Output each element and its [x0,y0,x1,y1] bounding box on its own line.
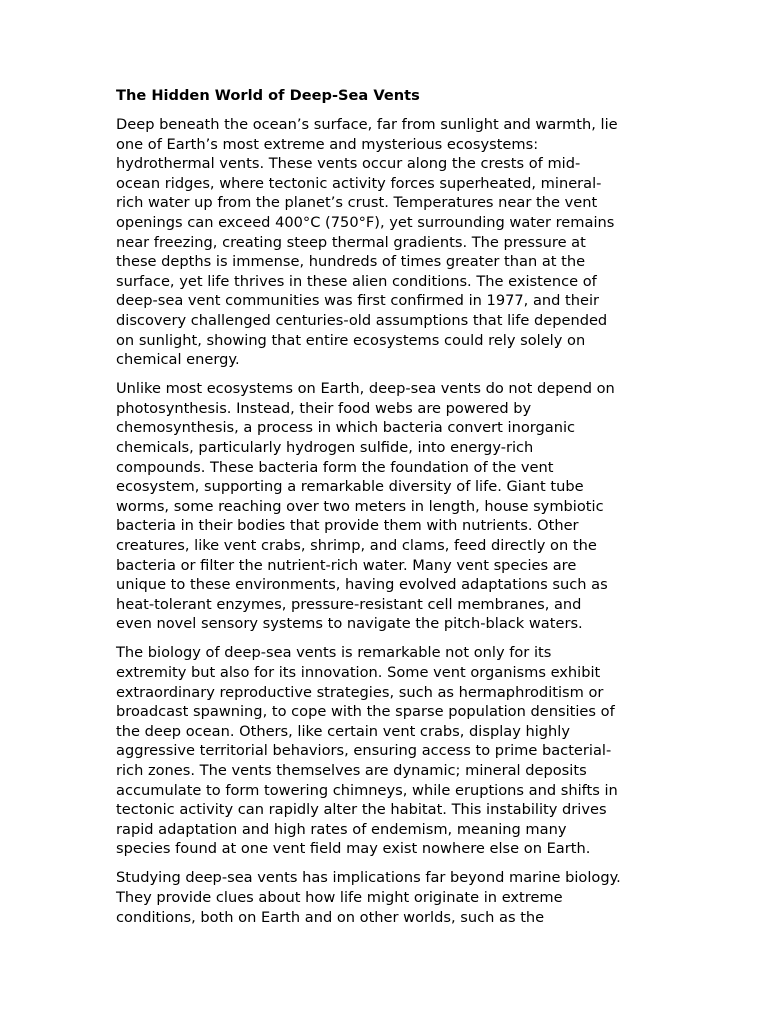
text-line: chemical energy. [116,351,240,369]
text-line: near freezing, creating steep thermal gradients. The pressure at [116,233,586,251]
text-line: Unlike most ecosystems on Earth, deep-sea vents do not depend on [116,380,615,398]
document-title: The Hidden World of Deep-Sea Vents [116,87,420,104]
text-line: openings can exceed 400°C (750°F), yet surrounding water remains [116,213,615,231]
text-line: broadcast spawning, to cope with the sparse population densities of [116,703,615,721]
text-line: even novel sensory systems to navigate the pitch-black waters. [116,615,583,633]
text-line: compounds. These bacteria form the foundation of the vent [116,458,554,476]
text-line: chemosynthesis, a process in which bacteria convert inorganic [116,419,576,437]
paragraph-3 [116,643,656,859]
text-line: rich zones. The vents themselves are dynamic; mineral deposits [116,762,587,779]
text-line: They provide clues about how life might originate in extreme [116,889,563,907]
text-line: ocean ridges, where tectonic activity forces superheated, mineral- [116,174,602,192]
text-line: on sunlight, showing that entire ecosystems could rely solely on [116,331,586,349]
text-line: these depths is immense, hundreds of times greater than at the [116,253,586,271]
text-line: The biology of deep-sea vents is remarkable not only for its [116,644,552,662]
text-line: rapid adaptation and high rates of endemism, meaning many [116,820,567,838]
text-line: species found at one vent field may exist nowhere else on Earth. [116,840,591,858]
text-line: photosynthesis. Instead, their food webs are powered by [116,399,532,417]
text-line: bacteria or filter the nutrient-rich water. Many vent species are [116,556,577,574]
text-line: chemicals, particularly hydrogen sulfide, into energy-rich [116,439,534,456]
text-line: one of Earth’s most extreme and mysterious ecosystems: [116,135,539,153]
text-line: bacteria in their bodies that provide them with nutrients. Other [116,517,579,535]
text-line: ecosystem, supporting a remarkable diversity of life. Giant tube [116,478,584,496]
paragraph-4 [116,868,656,927]
text-line: unique to these environments, having evolved adaptations such as [116,576,608,594]
text-line: heat-tolerant enzymes, pressure-resistant cell membranes, and [116,595,582,613]
text-line: surface, yet life thrives in these alien conditions. The existence of [116,272,597,290]
text-line: the deep ocean. Others, like certain vent crabs, display highly [116,722,571,740]
text-line: hydrothermal vents. These vents occur along the crests of mid- [116,155,581,173]
text-line: rich water up from the planet’s crust. Temperatures near the vent [116,194,598,212]
text-line: conditions, both on Earth and on other worlds, such as the [116,908,545,926]
paragraph-1 [116,115,656,370]
text-line: creatures, like vent crabs, shrimp, and clams, feed directly on the [116,536,597,554]
text-line: Deep beneath the ocean’s surface, far from sunlight and warmth, lie [116,116,618,133]
text-line: Studying deep-sea vents has implications far beyond marine biology. [116,869,621,887]
text-line: aggressive territorial behaviors, ensuring access to prime bacterial- [116,742,612,760]
paragraph-2 [116,379,656,634]
document-page [116,85,656,937]
text-line: deep-sea vent communities was first confirmed in 1977, and their [116,292,600,310]
text-line: discovery challenged centuries-old assumptions that life depended [116,311,608,329]
text-line: tectonic activity can rapidly alter the habitat. This instability drives [116,801,607,819]
text-line: extremity but also for its innovation. Some vent organisms exhibit [116,664,601,682]
text-line: extraordinary reproductive strategies, such as hermaphroditism or [116,683,604,701]
text-line: worms, some reaching over two meters in length, house symbiotic [116,497,604,515]
text-line: accumulate to form towering chimneys, while eruptions and shifts in [116,781,618,799]
